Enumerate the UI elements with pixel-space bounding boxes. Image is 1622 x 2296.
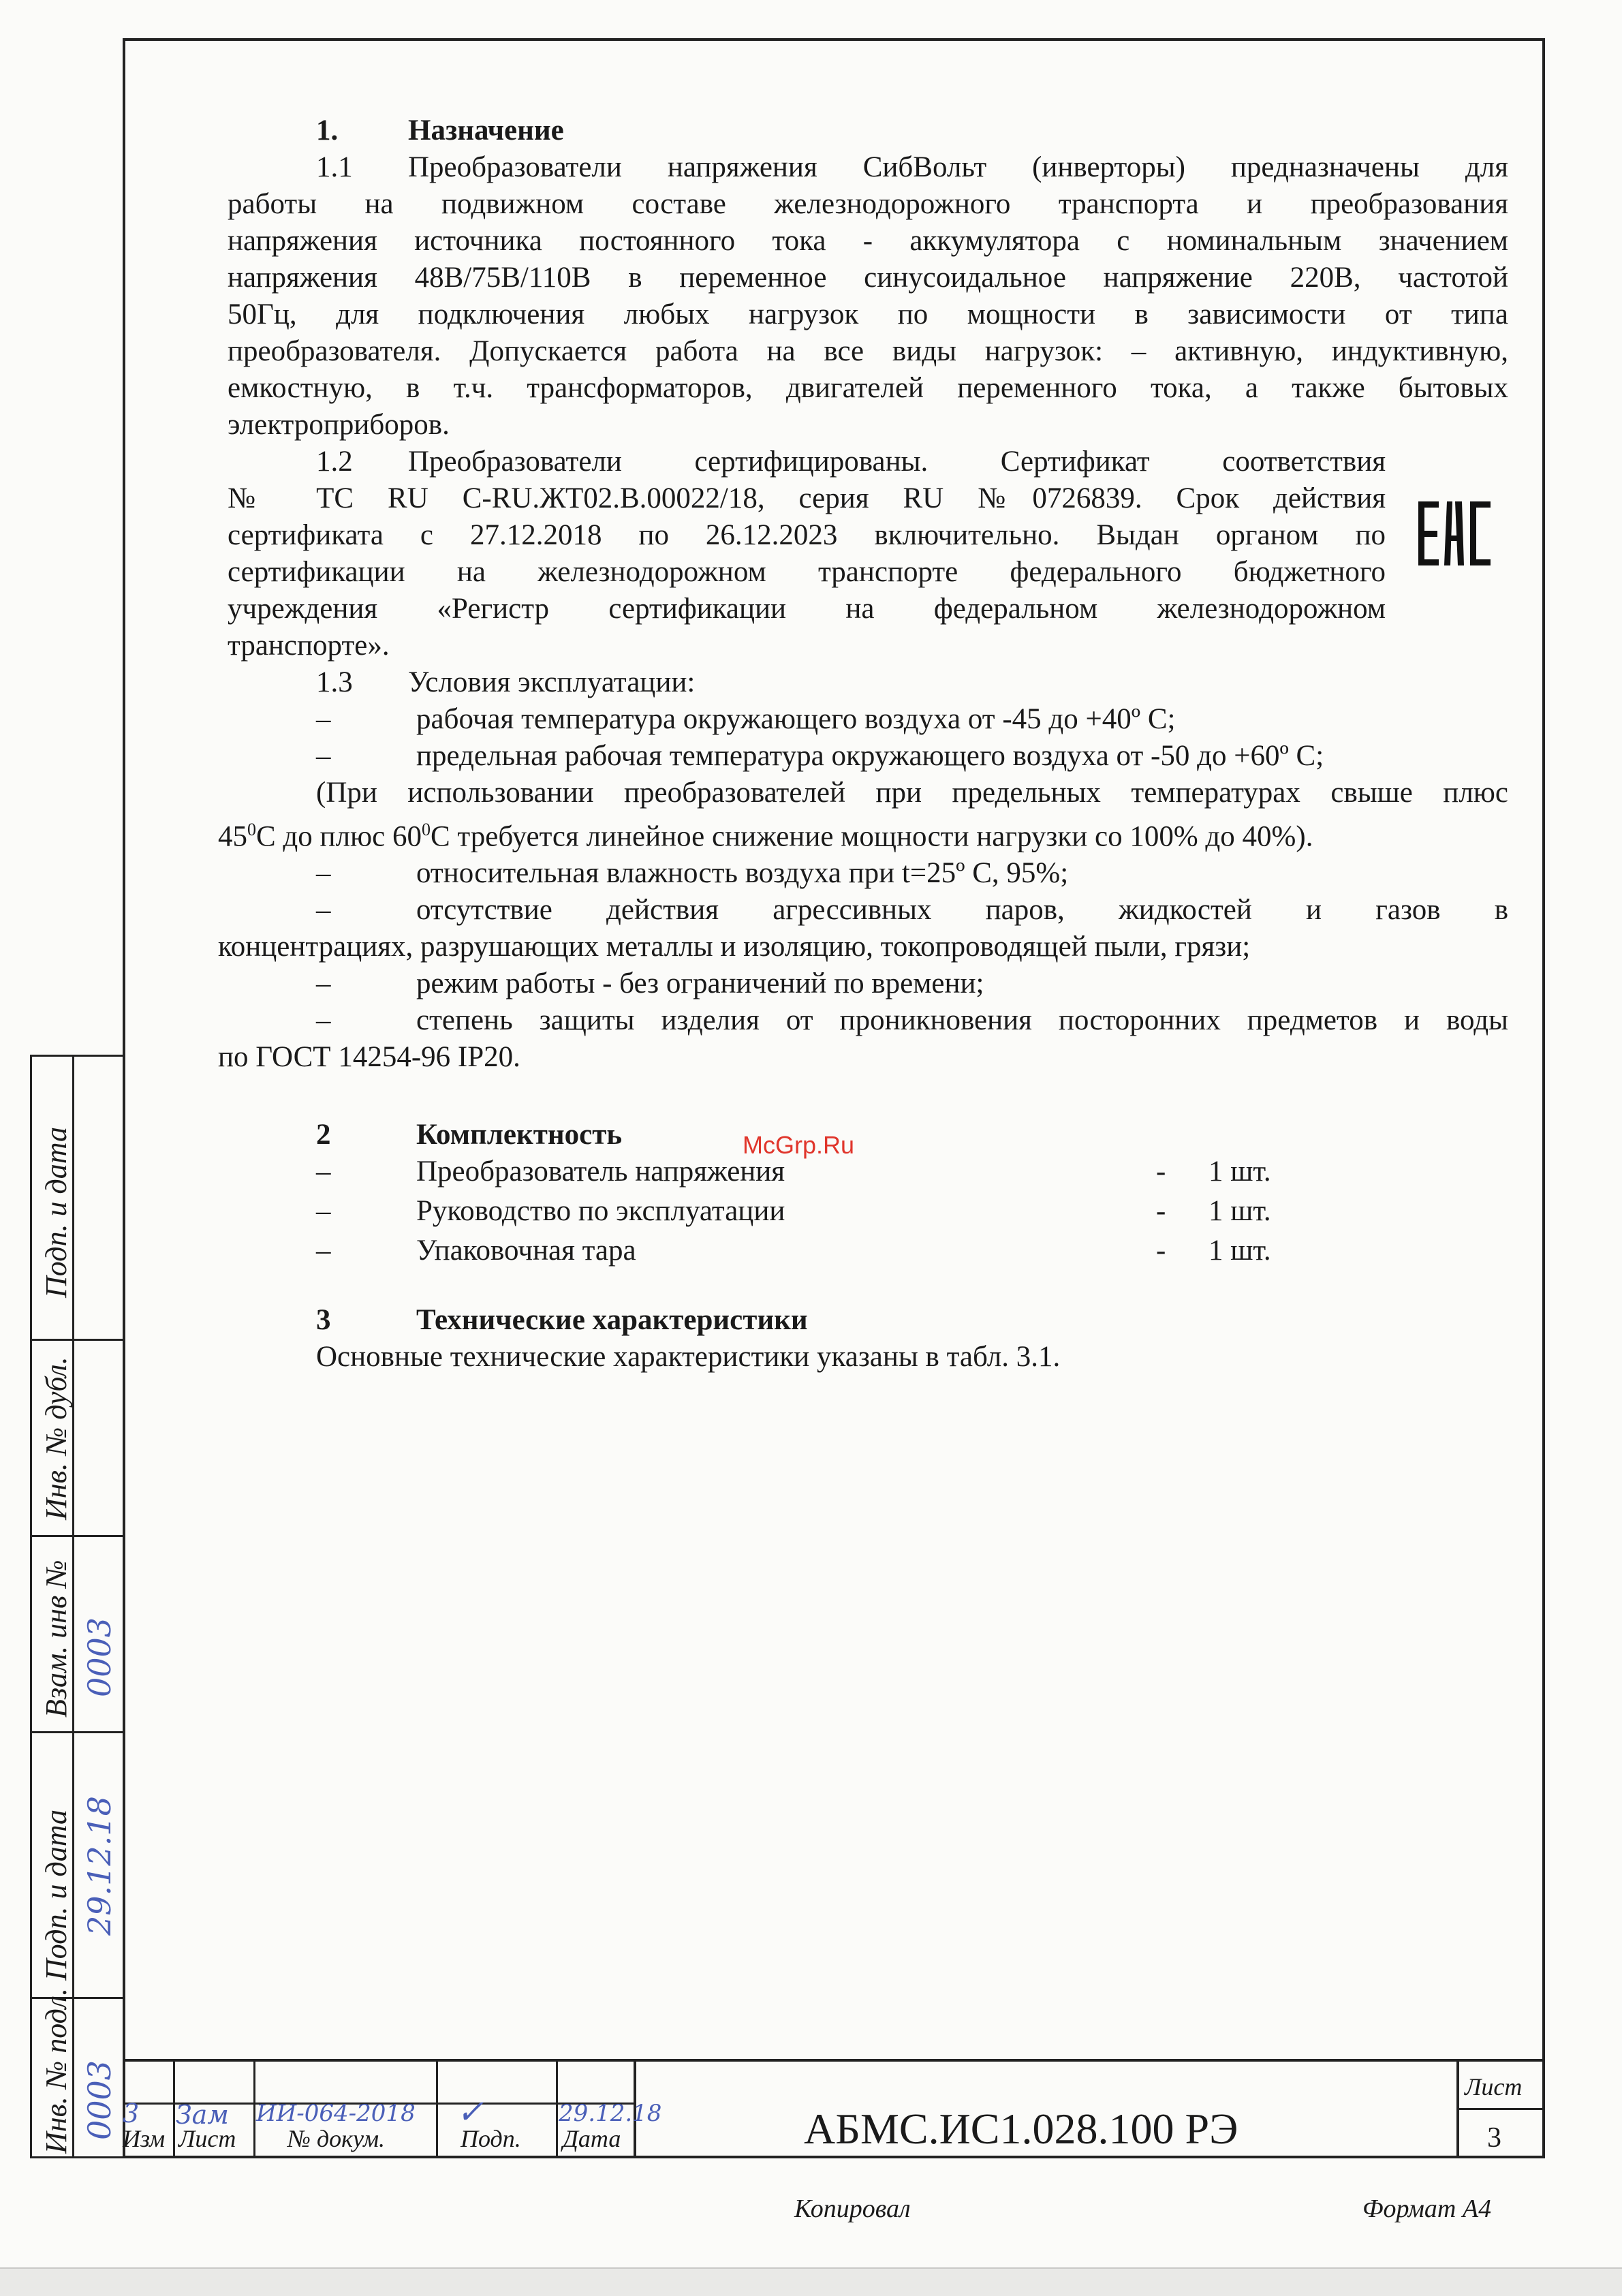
- tb-izm-label: Изм: [123, 2125, 166, 2152]
- footer-copied: Копировал: [794, 2194, 911, 2223]
- tb-date-label: Дата: [563, 2125, 621, 2152]
- condition-mode: – режим работы - без ограничений по времени;: [316, 967, 984, 1000]
- tb-doc-hand: ИИ-064-2018: [256, 2100, 416, 2127]
- document-code: АБМС.ИС1.028.100 РЭ: [804, 2105, 1238, 2153]
- scan-edge: [0, 2267, 1622, 2296]
- paragraph-1-1: 1.1 Преобразователи напряжения СибВольт (инверторы) предназначены для работы на подвижном составе железнодорожного транспорта и преобразования напряжения источника постоянного тока - аккумулятора с номинальным значением напряжения 48В/75В/110В в переменное синусоидальное напряжение 220В, частотой 50Гц, для подключения любых нагрузок по мощности в зависимости от типа преобразователя. Допускается работа на все виды нагрузок: – активную, индуктивную, емкостную, в т.ч. трансформаторов, двигателей переменного тока, а также бытовых электроприборов.: [228, 151, 1508, 441]
- note-line-2: $45^0С$ до плюс $60^0С$ требуется линейное снижение мощности нагрузки со 100% до 40%).: [218, 820, 1313, 853]
- side-label-sign-date: Подп. и дата: [40, 1126, 73, 1298]
- note-line-1: (При использовании преобразователей при предельных температурах свыше плюс: [316, 777, 1508, 809]
- paragraph-1-3: 1.3 Условия эксплуатации: – рабочая температура окружающего воздуха от -45 до +40º С; – предельная рабочая температура окружающего воздуха от -50 до +60º С; (При использовании преобразователей при предельных температурах свыше плюс $45^0С$ до плюс $60^0С$ требуется линейное снижение мощности нагрузки со 100% до 40%). – относительная влажность воздуха при t=25º С, 95%; – отсутствие действия агрессивных паров, жидкостей и газов в концентрациях, разрушающих металлы и изоляцию, токопроводящей пыли, грязи; – режим работы - без ограничений по времени; – степень защиты изделия от проникновения посторонних предметов и воды по ГОСТ 14254-96 IP20.: [218, 666, 1508, 1074]
- side-label-dup-inv: Инв. № дубл.: [40, 1356, 73, 1520]
- section-2-heading: 2 Комплектность: [316, 1119, 623, 1151]
- section-3-heading: 3 Технические характеристики: [316, 1304, 808, 1337]
- side-orig-inv-handwritten: 0003: [81, 2060, 118, 2140]
- condition-aggressive: – отсутствие действия агрессивных паров, жидкостей и газов в: [316, 894, 1508, 927]
- document-body: [218, 112, 1508, 1376]
- tb-list-label: Лист: [178, 2125, 236, 2152]
- tb-izm-hand: 3: [123, 2098, 140, 2128]
- side-stamp: [30, 1055, 123, 2158]
- condition-temp: – рабочая температура окружающего воздуха от -45 до +40º С;: [316, 703, 1176, 735]
- tb-sign-label: Подп.: [461, 2125, 521, 2152]
- kit-list: [228, 1153, 1508, 1272]
- tb-doc-label: № докум.: [287, 2125, 386, 2152]
- side-label-replace-inv: Взам. инв №: [40, 1560, 73, 1718]
- condition-humidity: – относительная влажность воздуха при t=25º С, 95%;: [316, 857, 1069, 890]
- condition-protection: – степень защиты изделия от проникновения посторонних предметов и воды: [316, 1004, 1508, 1037]
- section-3-text: Основные технические характеристики указаны в табл. 3.1.: [316, 1341, 1061, 1374]
- eac-mark-icon: [1417, 496, 1492, 571]
- condition-limit-temp: – предельная рабочая температура окружающего воздуха от -50 до +60º С;: [316, 740, 1324, 772]
- list-item: – Преобразователь напряжения - 1 шт.: [316, 1155, 1271, 1188]
- watermark: McGrp.Ru: [743, 1131, 855, 1159]
- tb-list-hand: Зам: [176, 2100, 229, 2130]
- section-1-heading: 1. Назначение: [316, 114, 564, 146]
- sheet-label: Лист: [1465, 2073, 1523, 2100]
- side-label-orig-inv: Инв. № подл.: [40, 1987, 73, 2154]
- side-sign-date-handwritten: 29.12.18: [81, 1796, 118, 1936]
- tb-date-hand: 29.12.18: [559, 2100, 662, 2127]
- list-item: – Руководство по эксплуатации - 1 шт.: [316, 1195, 1271, 1228]
- list-item: – Упаковочная тара - 1 шт.: [316, 1235, 1271, 1267]
- footer-format: Формат А4: [1362, 2194, 1492, 2223]
- tb-sign-hand: ✓: [456, 2093, 484, 2131]
- side-replace-inv-handwritten: 0003: [81, 1617, 118, 1697]
- sheet-number: 3: [1487, 2122, 1501, 2154]
- paragraph-1-2: 1.2 Преобразователи сертифицированы. Сертификат соответствия № ТС RU C-RU.ЖТ02.В.00022/18, серия RU №0726839. Срок действия сертификата с 27.12.2018 по 26.12.2023 включительно. Выдан органом по сертификации на железнодорожном транспорте федерального бюджетного учреждения «Регистр сертификации на федеральном железнодорожном транспорте».: [228, 446, 1386, 662]
- side-label-sign-date-2: Подп. и дата: [40, 1809, 73, 1981]
